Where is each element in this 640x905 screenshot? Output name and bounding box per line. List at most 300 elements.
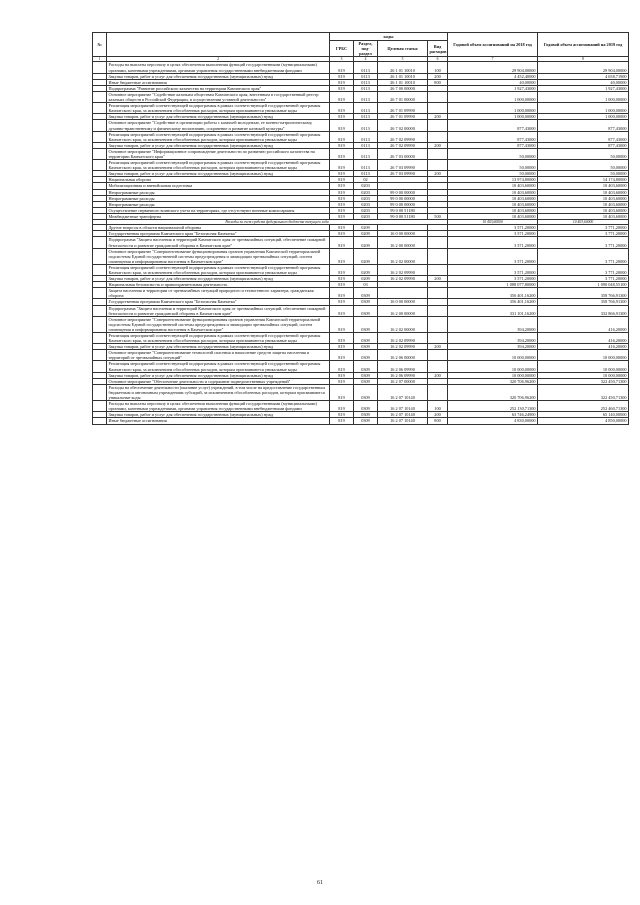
cell-grbs: 819 bbox=[330, 120, 354, 131]
cell-2019: 416,20000 bbox=[538, 316, 629, 332]
table-row bbox=[93, 248, 629, 264]
cell-name: Расходы на выплаты персоналу в целях обеспечения выполнения функций государственными (муниципальными) органами, казенными учреждениями, органами управления государственными внебюджетными фондами bbox=[107, 401, 330, 412]
table-row bbox=[93, 361, 629, 372]
cell-2019: 40,00000 bbox=[538, 79, 629, 85]
table-row bbox=[93, 384, 629, 400]
cell-razdel: 0113 bbox=[354, 114, 378, 120]
table-row bbox=[93, 316, 629, 332]
cell-2018: 1 088 077,80000 bbox=[448, 282, 538, 288]
cell-razdel: 0113 bbox=[354, 91, 378, 102]
cell-2019: 3 771,20000 bbox=[538, 276, 629, 282]
table-row bbox=[93, 160, 629, 171]
cell-vr bbox=[428, 384, 448, 400]
budget-table bbox=[92, 32, 629, 425]
note-text: Расходы за счет средств федерального бюджета текущего года bbox=[107, 220, 448, 225]
cell-razdel: 0113 bbox=[354, 142, 378, 148]
cell-razdel: 0309 bbox=[354, 378, 378, 384]
cell-2019: 50,00000 bbox=[538, 171, 629, 177]
cell-2019: 877,43000 bbox=[538, 120, 629, 131]
cell-target: 16 2 06 09990 bbox=[378, 361, 428, 372]
cell-name: Закупка товаров, работ и услуг для обеспечения государственных (муниципальных) нужд bbox=[107, 372, 330, 378]
cell-2018: 331 101,16200 bbox=[448, 305, 538, 316]
cell-grbs: 819 bbox=[330, 201, 354, 207]
cell-2018: 3 571,20000 bbox=[448, 276, 538, 282]
cell-razdel: 0113 bbox=[354, 73, 378, 79]
cell-name: Непрограммные расходы bbox=[107, 201, 330, 207]
cell-name: Основное мероприятие "Совершенствование технологий спасения и накопление средств защиты населения и территорий от чрезвычайных ситуаций" bbox=[107, 350, 330, 361]
cell-2019: 10 403,60000 bbox=[538, 195, 629, 201]
cell-razdel: 0203 bbox=[354, 213, 378, 219]
cell-razdel: 0203 bbox=[354, 195, 378, 201]
cell-target: 99 0 00 00000 bbox=[378, 189, 428, 195]
cell-grbs: 819 bbox=[330, 372, 354, 378]
cell-2019: 1 090 048,55100 bbox=[538, 282, 629, 288]
cell-target: 99 0 00 00000 bbox=[378, 201, 428, 207]
cell-vr bbox=[428, 264, 448, 275]
cell-target: 16 2 07 10140 bbox=[378, 401, 428, 412]
cell-2018: 356 401,16200 bbox=[448, 299, 538, 305]
cell-grbs: 819 bbox=[330, 264, 354, 275]
cell-razdel: 0309 bbox=[354, 288, 378, 299]
cell-target: 16 2 00 00000 bbox=[378, 237, 428, 248]
cell-2018: 40,00000 bbox=[448, 79, 538, 85]
cell-razdel: 0203 bbox=[354, 183, 378, 189]
cell-2018: 3 571,20000 bbox=[448, 231, 538, 237]
cell-2019: 10 000,00000 bbox=[538, 350, 629, 361]
cell-grbs: 819 bbox=[330, 333, 354, 344]
cell-razdel: 0209 bbox=[354, 225, 378, 231]
column-number: 4 bbox=[354, 57, 378, 62]
cell-2018: 3 571,20000 bbox=[448, 225, 538, 231]
cell-razdel: 0309 bbox=[354, 316, 378, 332]
cell-2018: 10 403,60000 bbox=[448, 201, 538, 207]
cell-vr: 200 bbox=[428, 171, 448, 177]
cell-2019: 10 403,60000 bbox=[538, 189, 629, 195]
cell-target: 16 2 02 00000 bbox=[378, 248, 428, 264]
cell-2018: 1 000,00000 bbox=[448, 114, 538, 120]
cell-2019: 1 000,00000 bbox=[538, 91, 629, 102]
cell-num bbox=[93, 333, 107, 344]
cell-2018: 3 571,20000 bbox=[448, 264, 538, 275]
cell-target: 26 7 03 09990 bbox=[378, 160, 428, 171]
cell-grbs: 819 bbox=[330, 401, 354, 412]
table-row bbox=[93, 333, 629, 344]
cell-2019: 3 771,20000 bbox=[538, 231, 629, 237]
cell-target: 16 2 02 09990 bbox=[378, 333, 428, 344]
cell-razdel: 0309 bbox=[354, 305, 378, 316]
cell-name: Закупка товаров, работ и услуг для обеспечения государственных (муниципальных) нужд bbox=[107, 276, 330, 282]
cell-name: Основное мероприятие "Информационное сопровождение деятельности по развитию российского казачества на территории Камчатского края" bbox=[107, 148, 330, 159]
cell-vr bbox=[428, 288, 448, 299]
cell-name: Другие вопросы в области национальной обороны bbox=[107, 225, 330, 231]
cell-name: Защита населения и территории от чрезвычайных ситуаций природного и техногенного характера, гражданская оборона bbox=[107, 288, 330, 299]
cell-name: Государственная программа Камчатского края "Безопасная Камчатка" bbox=[107, 299, 330, 305]
cell-num bbox=[93, 91, 107, 102]
cell-grbs: 819 bbox=[330, 142, 354, 148]
column-number: 7 bbox=[448, 57, 538, 62]
cell-grbs: 819 bbox=[330, 103, 354, 114]
cell-razdel: 0113 bbox=[354, 148, 378, 159]
cell-2018: 4 452,40000 bbox=[448, 73, 538, 79]
header-2019: Годовой объем ассигнований на 2019 год bbox=[538, 33, 629, 57]
cell-grbs: 819 bbox=[330, 282, 354, 288]
table-row bbox=[93, 62, 629, 73]
cell-num bbox=[93, 62, 107, 73]
cell-razdel: 0113 bbox=[354, 131, 378, 142]
cell-2018: 10 000,00000 bbox=[448, 361, 538, 372]
cell-target: 26 1 01 10010 bbox=[378, 62, 428, 73]
cell-name: Межбюджетные трансферты bbox=[107, 213, 330, 219]
cell-num bbox=[93, 160, 107, 171]
cell-name: Мобилизационная и вневойсковая подготовка bbox=[107, 183, 330, 189]
column-number: 8 bbox=[538, 57, 629, 62]
table-row bbox=[93, 131, 629, 142]
cell-razdel: 02 bbox=[354, 177, 378, 183]
cell-target bbox=[378, 288, 428, 299]
table-row bbox=[93, 148, 629, 159]
cell-name: Иные бюджетные ассигнования bbox=[107, 418, 330, 424]
cell-grbs: 819 bbox=[330, 344, 354, 350]
cell-vr: 200 bbox=[428, 276, 448, 282]
cell-vr: 200 bbox=[428, 142, 448, 148]
cell-target: 26 7 02 00000 bbox=[378, 120, 428, 131]
cell-name: Реализация мероприятий соответствующей подпрограммы в рамках соответствующей государственной программы Камчатского края, за исключением обособленных расходов, которым присваиваются уникальные коды bbox=[107, 103, 330, 114]
cell-2019: 252 460,71300 bbox=[538, 401, 629, 412]
cell-vr: 800 bbox=[428, 79, 448, 85]
cell-target: 99 0 00 00000 bbox=[378, 195, 428, 201]
cell-2019: 4 658,71900 bbox=[538, 73, 629, 79]
cell-2018: 356 401,16200 bbox=[448, 288, 538, 299]
cell-num bbox=[93, 264, 107, 275]
cell-target: 16 2 07 00000 bbox=[378, 378, 428, 384]
cell-grbs: 819 bbox=[330, 91, 354, 102]
table-row bbox=[93, 288, 629, 299]
cell-2019: 10 000,00000 bbox=[538, 372, 629, 378]
cell-2019: 10 403,60000 bbox=[538, 183, 629, 189]
cell-razdel: 0203 bbox=[354, 201, 378, 207]
cell-vr bbox=[428, 120, 448, 131]
cell-name: Реализация мероприятий соответствующей подпрограммы в рамках соответствующей государственной программы Камчатского края, за исключением обособленных расходов, которым присваиваются уникальные коды bbox=[107, 264, 330, 275]
cell-name: Основное мероприятие "Обеспечение деятельности и содержание подведомственных учреждений" bbox=[107, 378, 330, 384]
header-codes: коды bbox=[330, 33, 448, 41]
table-row bbox=[93, 91, 629, 102]
cell-2018: 394,20000 bbox=[448, 344, 538, 350]
cell-razdel: 0209 bbox=[354, 248, 378, 264]
cell-razdel: 0209 bbox=[354, 264, 378, 275]
cell-vr bbox=[428, 237, 448, 248]
cell-target: 16 2 06 09990 bbox=[378, 372, 428, 378]
cell-2019: 10 000,00000 bbox=[538, 361, 629, 372]
cell-vr: 800 bbox=[428, 418, 448, 424]
cell-target: 16 2 02 09990 bbox=[378, 344, 428, 350]
cell-name: Реализация мероприятий соответствующей подпрограммы в рамках соответствующей государственной программы Камчатского края, за исключением обособленных расходов, которым присваиваются уникальные коды bbox=[107, 361, 330, 372]
cell-grbs: 819 bbox=[330, 418, 354, 424]
cell-vr bbox=[428, 103, 448, 114]
cell-2018: 13 974,80000 bbox=[448, 177, 538, 183]
cell-target: 16 0 00 00000 bbox=[378, 231, 428, 237]
cell-razdel: 0309 bbox=[354, 344, 378, 350]
cell-razdel: 0113 bbox=[354, 120, 378, 131]
cell-num bbox=[93, 148, 107, 159]
cell-name: Закупка товаров, работ и услуг для обеспечения государственных (муниципальных) нужд bbox=[107, 171, 330, 177]
cell-target: 26 7 03 00000 bbox=[378, 148, 428, 159]
cell-name: Основное мероприятие "Содействие казачьим обществам Камчатского края, внесенным в государственный реестр казачьих обществ в Российской Федерации, в осуществлении уставной деятельности" bbox=[107, 91, 330, 102]
cell-razdel: 0309 bbox=[354, 350, 378, 361]
cell-vr bbox=[428, 160, 448, 171]
cell-name: Национальная безопасность и правоохранительная деятельность bbox=[107, 282, 330, 288]
cell-num bbox=[93, 103, 107, 114]
cell-2018: 10 403,60000 bbox=[448, 195, 538, 201]
cell-2018: 394,20000 bbox=[448, 333, 538, 344]
cell-vr: 500 bbox=[428, 213, 448, 219]
cell-grbs: 819 bbox=[330, 225, 354, 231]
cell-target: 16 2 07 10140 bbox=[378, 412, 428, 418]
table-row bbox=[93, 120, 629, 131]
cell-grbs: 819 bbox=[330, 189, 354, 195]
cell-2019: 416,20000 bbox=[538, 344, 629, 350]
cell-vr bbox=[428, 361, 448, 372]
cell-grbs: 819 bbox=[330, 177, 354, 183]
cell-2018: 1 000,00000 bbox=[448, 91, 538, 102]
cell-2019: 3 771,20000 bbox=[538, 264, 629, 275]
cell-vr bbox=[428, 91, 448, 102]
cell-grbs: 819 bbox=[330, 412, 354, 418]
cell-vr bbox=[428, 148, 448, 159]
cell-name: Непрограммные расходы bbox=[107, 195, 330, 201]
column-number: 6 bbox=[428, 57, 448, 62]
cell-2018: 10 403,60000 bbox=[448, 213, 538, 219]
cell-target: 26 1 01 10010 bbox=[378, 73, 428, 79]
table-row bbox=[93, 237, 629, 248]
cell-name: Национальная оборона bbox=[107, 177, 330, 183]
cell-2019: 50,00000 bbox=[538, 148, 629, 159]
cell-razdel: 0113 bbox=[354, 160, 378, 171]
cell-2019: 4 850,00000 bbox=[538, 418, 629, 424]
cell-name: Закупка товаров, работ и услуг для обеспечения государственных (муниципальных) нужд bbox=[107, 344, 330, 350]
cell-2019: 3 771,20000 bbox=[538, 248, 629, 264]
cell-2018: 29 904,00000 bbox=[448, 62, 538, 73]
table-row bbox=[93, 103, 629, 114]
cell-2018: 10 000,00000 bbox=[448, 350, 538, 361]
cell-2018: 4 830,00000 bbox=[448, 418, 538, 424]
cell-2018: 50,00000 bbox=[448, 171, 538, 177]
cell-2019: 3 771,20000 bbox=[538, 237, 629, 248]
cell-grbs: 819 bbox=[330, 248, 354, 264]
cell-name: Иные бюджетные ассигнования bbox=[107, 79, 330, 85]
column-number: 3 bbox=[330, 57, 354, 62]
cell-2018: 3 571,20000 bbox=[448, 237, 538, 248]
cell-vr: 100 bbox=[428, 62, 448, 73]
cell-grbs: 819 bbox=[330, 114, 354, 120]
header-grbs: ГРБС bbox=[330, 41, 354, 57]
cell-2018: 877,43000 bbox=[448, 120, 538, 131]
cell-2018: 10 403,60000 bbox=[448, 207, 538, 213]
cell-num bbox=[93, 418, 107, 424]
cell-razdel: 0113 bbox=[354, 79, 378, 85]
cell-2019: 14 174,80000 bbox=[538, 177, 629, 183]
cell-vr: 200 bbox=[428, 372, 448, 378]
cell-2019: 10 403,60000 bbox=[538, 201, 629, 207]
cell-2018: 394,20000 bbox=[448, 316, 538, 332]
cell-vr bbox=[428, 131, 448, 142]
cell-grbs: 819 bbox=[330, 378, 354, 384]
cell-2018: 63 746,24900 bbox=[448, 412, 538, 418]
cell-target: 26 1 01 10010 bbox=[378, 79, 428, 85]
cell-grbs: 819 bbox=[330, 299, 354, 305]
cell-name: Подпрограмма "Защита населения и территорий Камчатского края от чрезвычайных ситуаций, обеспечение пожарной безопасности и развитие гражданской обороны в Камчатском крае" bbox=[107, 237, 330, 248]
cell-2018: 10 000,00000 bbox=[448, 372, 538, 378]
header-2018: Годовой объем ассигнований на 2018 год bbox=[448, 33, 538, 57]
cell-razdel: 0309 bbox=[354, 372, 378, 378]
cell-target: 16 2 02 09990 bbox=[378, 276, 428, 282]
header-num: № bbox=[93, 33, 107, 57]
cell-vr bbox=[428, 333, 448, 344]
cell-2018: 10 403,60000 bbox=[448, 189, 538, 195]
cell-name: Основное мероприятие "Совершенствование функционирования органов управления Камчатской территориальной подсистемы Единой государственной системы предупреждения и ликвидации чрезвычайных ситуаций, систем оповещения и информирования населения в Камчатском крае" bbox=[107, 248, 330, 264]
cell-name: Подпрограмма "Защита населения и территорий Камчатского края от чрезвычайных ситуаций, обеспечение пожарной безопасности и развитие гражданской обороны в Камчатском крае" bbox=[107, 305, 330, 316]
cell-razdel: 0113 bbox=[354, 103, 378, 114]
cell-num bbox=[93, 120, 107, 131]
cell-2019: 10 403,60000 bbox=[538, 207, 629, 213]
cell-2019: 10 403,60000 bbox=[538, 213, 629, 219]
table-row bbox=[93, 264, 629, 275]
cell-razdel: 0209 bbox=[354, 231, 378, 237]
cell-2018: 252 130,71300 bbox=[448, 401, 538, 412]
cell-razdel: 03 bbox=[354, 282, 378, 288]
cell-num bbox=[93, 350, 107, 361]
cell-num bbox=[93, 401, 107, 412]
cell-grbs: 819 bbox=[330, 73, 354, 79]
cell-2018: 320 706,96200 bbox=[448, 384, 538, 400]
cell-grbs: 819 bbox=[330, 62, 354, 73]
cell-target: 16 2 07 10140 bbox=[378, 418, 428, 424]
cell-razdel: 0309 bbox=[354, 299, 378, 305]
cell-2018: 50,00000 bbox=[448, 148, 538, 159]
cell-2019: 50,00000 bbox=[538, 160, 629, 171]
cell-grbs: 819 bbox=[330, 237, 354, 248]
cell-2019: 358 766,91300 bbox=[538, 299, 629, 305]
cell-target: 16 2 02 09990 bbox=[378, 264, 428, 275]
cell-2018: 10 403,60000 bbox=[448, 220, 538, 225]
cell-target: 26 7 00 00000 bbox=[378, 85, 428, 91]
cell-vr: 100 bbox=[428, 401, 448, 412]
table-row bbox=[93, 305, 629, 316]
cell-razdel: 0309 bbox=[354, 361, 378, 372]
cell-grbs: 819 bbox=[330, 79, 354, 85]
cell-2019: 332 866,91300 bbox=[538, 305, 629, 316]
header-razdel: Раздел, под-раздел bbox=[354, 41, 378, 57]
cell-num bbox=[93, 288, 107, 299]
cell-name: Непрограммные расходы bbox=[107, 189, 330, 195]
cell-grbs: 819 bbox=[330, 305, 354, 316]
cell-razdel: 0113 bbox=[354, 85, 378, 91]
cell-grbs: 819 bbox=[330, 288, 354, 299]
cell-target: 26 7 01 00000 bbox=[378, 91, 428, 102]
cell-grbs: 819 bbox=[330, 85, 354, 91]
cell-2018: 877,43000 bbox=[448, 142, 538, 148]
cell-name: Подпрограмма "Развитие российского казачества на территории Камчатского края" bbox=[107, 85, 330, 91]
cell-target: 26 7 01 09990 bbox=[378, 103, 428, 114]
cell-2019: 877,43000 bbox=[538, 131, 629, 142]
table-body bbox=[93, 62, 629, 424]
cell-grbs: 819 bbox=[330, 231, 354, 237]
cell-vr bbox=[428, 350, 448, 361]
cell-2019: 877,43000 bbox=[538, 142, 629, 148]
cell-razdel: 0113 bbox=[354, 171, 378, 177]
cell-num bbox=[93, 237, 107, 248]
cell-name: Реализация мероприятий соответствующей подпрограммы в рамках соответствующей государственной программы Камчатского края, за исключением обособленных расходов, которым присваиваются уникальные коды bbox=[107, 131, 330, 142]
cell-2019: 1 000,00000 bbox=[538, 114, 629, 120]
cell-name: Закупка товаров, работ и услуг для обеспечения государственных (муниципальных) нужд bbox=[107, 73, 330, 79]
cell-vr: 200 bbox=[428, 344, 448, 350]
cell-razdel: 0309 bbox=[354, 412, 378, 418]
cell-num bbox=[93, 361, 107, 372]
cell-name: Реализация мероприятий соответствующей подпрограммы в рамках соответствующей государственной программы Камчатского края, за исключением обособленных расходов, которым присваиваются уникальные коды bbox=[107, 333, 330, 344]
cell-num bbox=[93, 305, 107, 316]
column-number: 2 bbox=[107, 57, 330, 62]
cell-2019: 10 403,60000 bbox=[538, 220, 629, 225]
cell-name: Государственная программа Камчатского края "Безопасная Камчатка" bbox=[107, 231, 330, 237]
cell-grbs: 819 bbox=[330, 160, 354, 171]
cell-grbs: 819 bbox=[330, 207, 354, 213]
cell-razdel: 0203 bbox=[354, 207, 378, 213]
cell-name: Закупка товаров, работ и услуг для обеспечения государственных (муниципальных) нужд bbox=[107, 114, 330, 120]
cell-target: 26 7 02 09990 bbox=[378, 131, 428, 142]
cell-vr: 200 bbox=[428, 412, 448, 418]
cell-target: 99 0 00 51180 bbox=[378, 213, 428, 219]
cell-2019: 1 000,00000 bbox=[538, 103, 629, 114]
cell-2018: 877,43000 bbox=[448, 131, 538, 142]
cell-vr bbox=[428, 248, 448, 264]
cell-razdel: 0209 bbox=[354, 237, 378, 248]
cell-2019: 3 771,20000 bbox=[538, 225, 629, 231]
cell-name: Закупка товаров, работ и услуг для обеспечения государственных (муниципальных) нужд bbox=[107, 412, 330, 418]
cell-target: 16 2 00 00000 bbox=[378, 305, 428, 316]
cell-2019: 358 766,91300 bbox=[538, 288, 629, 299]
cell-razdel: 0209 bbox=[354, 276, 378, 282]
cell-target: 16 2 02 00000 bbox=[378, 316, 428, 332]
cell-num bbox=[93, 248, 107, 264]
cell-target: 16 0 00 00000 bbox=[378, 299, 428, 305]
cell-grbs: 819 bbox=[330, 148, 354, 159]
cell-name: Расходы на выплаты персоналу в целях обеспечения выполнения функций государственными (муниципальными) органами, казенными учреждениями, органами управления государственными внебюджетными фондами bbox=[107, 62, 330, 73]
table-row bbox=[93, 401, 629, 412]
cell-2018: 1 000,00000 bbox=[448, 103, 538, 114]
cell-razdel: 0203 bbox=[354, 189, 378, 195]
cell-num bbox=[93, 316, 107, 332]
cell-vr: 200 bbox=[428, 114, 448, 120]
cell-target: 16 2 06 00000 bbox=[378, 350, 428, 361]
cell-name: Закупка товаров, работ и услуг для обеспечения государственных (муниципальных) нужд bbox=[107, 142, 330, 148]
cell-grbs: 819 bbox=[330, 131, 354, 142]
cell-2019: 1 927,43000 bbox=[538, 85, 629, 91]
table-row bbox=[93, 350, 629, 361]
column-number: 1 bbox=[93, 57, 107, 62]
cell-razdel: 0309 bbox=[354, 384, 378, 400]
cell-name: Осуществление первичного воинского учета на территориях, где отсутствуют военные комиссариаты bbox=[107, 207, 330, 213]
cell-2019: 29 904,00000 bbox=[538, 62, 629, 73]
cell-grbs: 819 bbox=[330, 213, 354, 219]
cell-name: Реализация мероприятий соответствующей подпрограммы в рамках соответствующей государственной программы Камчатского края, за исключением обособленных расходов, которым присваиваются уникальные коды bbox=[107, 160, 330, 171]
document-page bbox=[92, 32, 628, 425]
cell-target: 16 2 07 10140 bbox=[378, 384, 428, 400]
cell-2018: 1 927,43000 bbox=[448, 85, 538, 91]
cell-razdel: 0309 bbox=[354, 333, 378, 344]
cell-grbs: 819 bbox=[330, 384, 354, 400]
cell-grbs: 819 bbox=[330, 276, 354, 282]
cell-2019: 65 140,00000 bbox=[538, 412, 629, 418]
cell-target: 26 7 03 09990 bbox=[378, 171, 428, 177]
